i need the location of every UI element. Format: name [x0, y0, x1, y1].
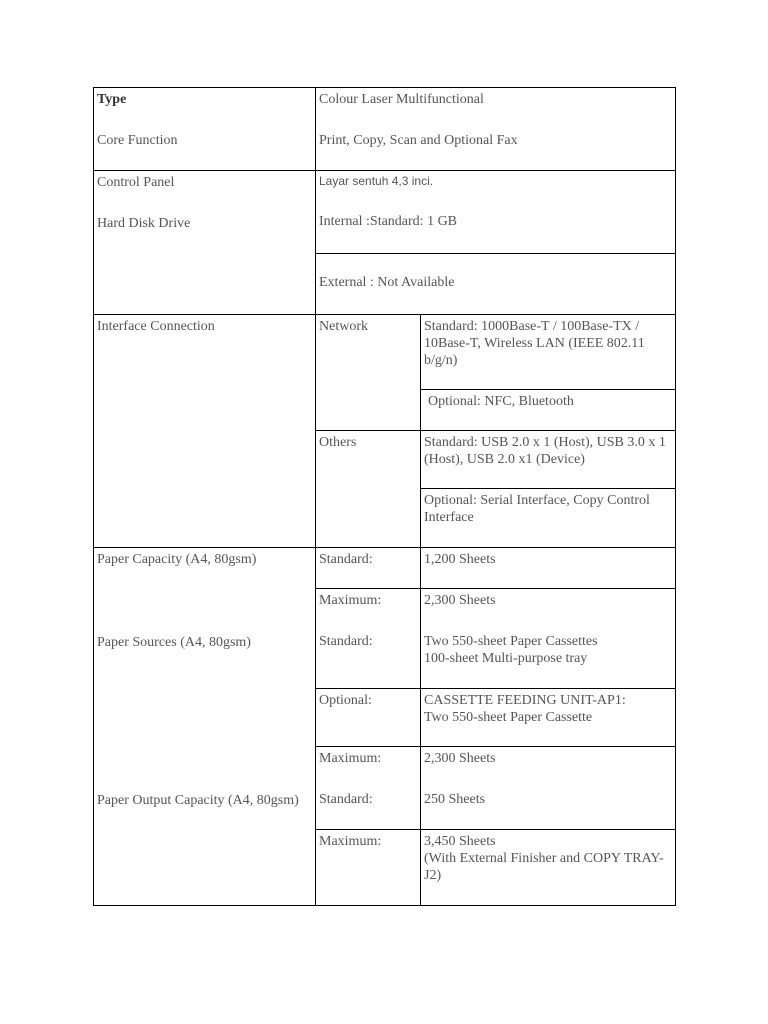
- paper-sources-label: Paper Sources (A4, 80gsm): [97, 635, 251, 650]
- table-cell: [421, 747, 676, 830]
- control-panel-value: Layar sentuh 4,3 inci.: [319, 174, 434, 188]
- network-standard: Standard: 1000Base-T / 100Base-TX / 10Base-T, Wireless LAN (IEEE 802.11 b/g/n): [424, 319, 645, 368]
- others-optional: Optional: Serial Interface, Copy Control Interface: [424, 493, 650, 525]
- output-standard-value: 250 Sheets: [424, 792, 486, 807]
- table-cell: [316, 315, 421, 431]
- table-cell: [316, 431, 421, 548]
- table-cell: [316, 88, 676, 171]
- table-cell: [94, 548, 316, 906]
- capacity-standard-label: Standard:: [319, 552, 373, 567]
- table-cell: [316, 830, 421, 906]
- control-panel-label: Control Panel: [97, 175, 175, 190]
- table-cell: [316, 171, 676, 254]
- table-row: [94, 315, 676, 390]
- table-cell: [94, 315, 316, 548]
- output-maximum-value: 3,450 Sheets (With External Finisher and COPY TRAY-J2): [424, 834, 664, 883]
- output-standard-label: Standard:: [319, 792, 373, 807]
- capacity-maximum-label: Maximum:: [319, 593, 382, 608]
- paper-output-label: Paper Output Capacity (A4, 80gsm): [97, 793, 299, 808]
- type-label: Type: [97, 92, 127, 107]
- table-cell: [421, 548, 676, 589]
- others-standard: Standard: USB 2.0 x 1 (Host), USB 3.0 x 1 (Host), USB 2.0 x1 (Device): [424, 435, 666, 467]
- hard-disk-internal: Internal :Standard: 1 GB: [319, 214, 458, 229]
- table-cell: [316, 689, 421, 747]
- hard-disk-label: Hard Disk Drive: [97, 216, 191, 231]
- sources-standard-value: Two 550-sheet Paper Cassettes 100-sheet Multi-purpose tray: [424, 634, 598, 666]
- sources-maximum-value: 2,300 Sheets: [424, 751, 496, 766]
- table-cell: [421, 489, 676, 548]
- sources-optional-label: Optional:: [319, 693, 372, 708]
- table-row: [94, 548, 676, 589]
- output-maximum-label: Maximum:: [319, 834, 382, 849]
- spec-table: [93, 87, 676, 906]
- table-row: [94, 88, 676, 171]
- core-function-label: Core Function: [97, 133, 178, 148]
- table-cell: [421, 315, 676, 390]
- table-row: [94, 171, 676, 254]
- type-value: Colour Laser Multifunctional: [319, 92, 484, 107]
- network-label: Network: [319, 319, 368, 334]
- table-cell: [316, 254, 676, 315]
- table-cell: [421, 830, 676, 906]
- paper-capacity-label: Paper Capacity (A4, 80gsm): [97, 552, 257, 567]
- others-label: Others: [319, 435, 357, 450]
- table-cell: [316, 747, 421, 830]
- network-optional: Optional: NFC, Bluetooth: [428, 394, 574, 409]
- table-cell: [316, 589, 421, 689]
- table-cell: [421, 689, 676, 747]
- hard-disk-external: External : Not Available: [319, 275, 455, 290]
- table-cell: [421, 390, 676, 431]
- interface-label: Interface Connection: [97, 319, 215, 334]
- core-function-value: Print, Copy, Scan and Optional Fax: [319, 133, 518, 148]
- table-cell: [421, 589, 676, 689]
- sources-standard-label: Standard:: [319, 634, 373, 649]
- table-cell: [421, 431, 676, 489]
- capacity-maximum-value: 2,300 Sheets: [424, 593, 496, 608]
- sources-maximum-label: Maximum:: [319, 751, 382, 766]
- sources-optional-value: CASSETTE FEEDING UNIT-AP1: Two 550-sheet Paper Cassette: [424, 693, 626, 725]
- table-cell: [316, 548, 421, 589]
- table-cell: [94, 171, 316, 315]
- table-cell: [94, 88, 316, 171]
- capacity-standard-value: 1,200 Sheets: [424, 552, 496, 567]
